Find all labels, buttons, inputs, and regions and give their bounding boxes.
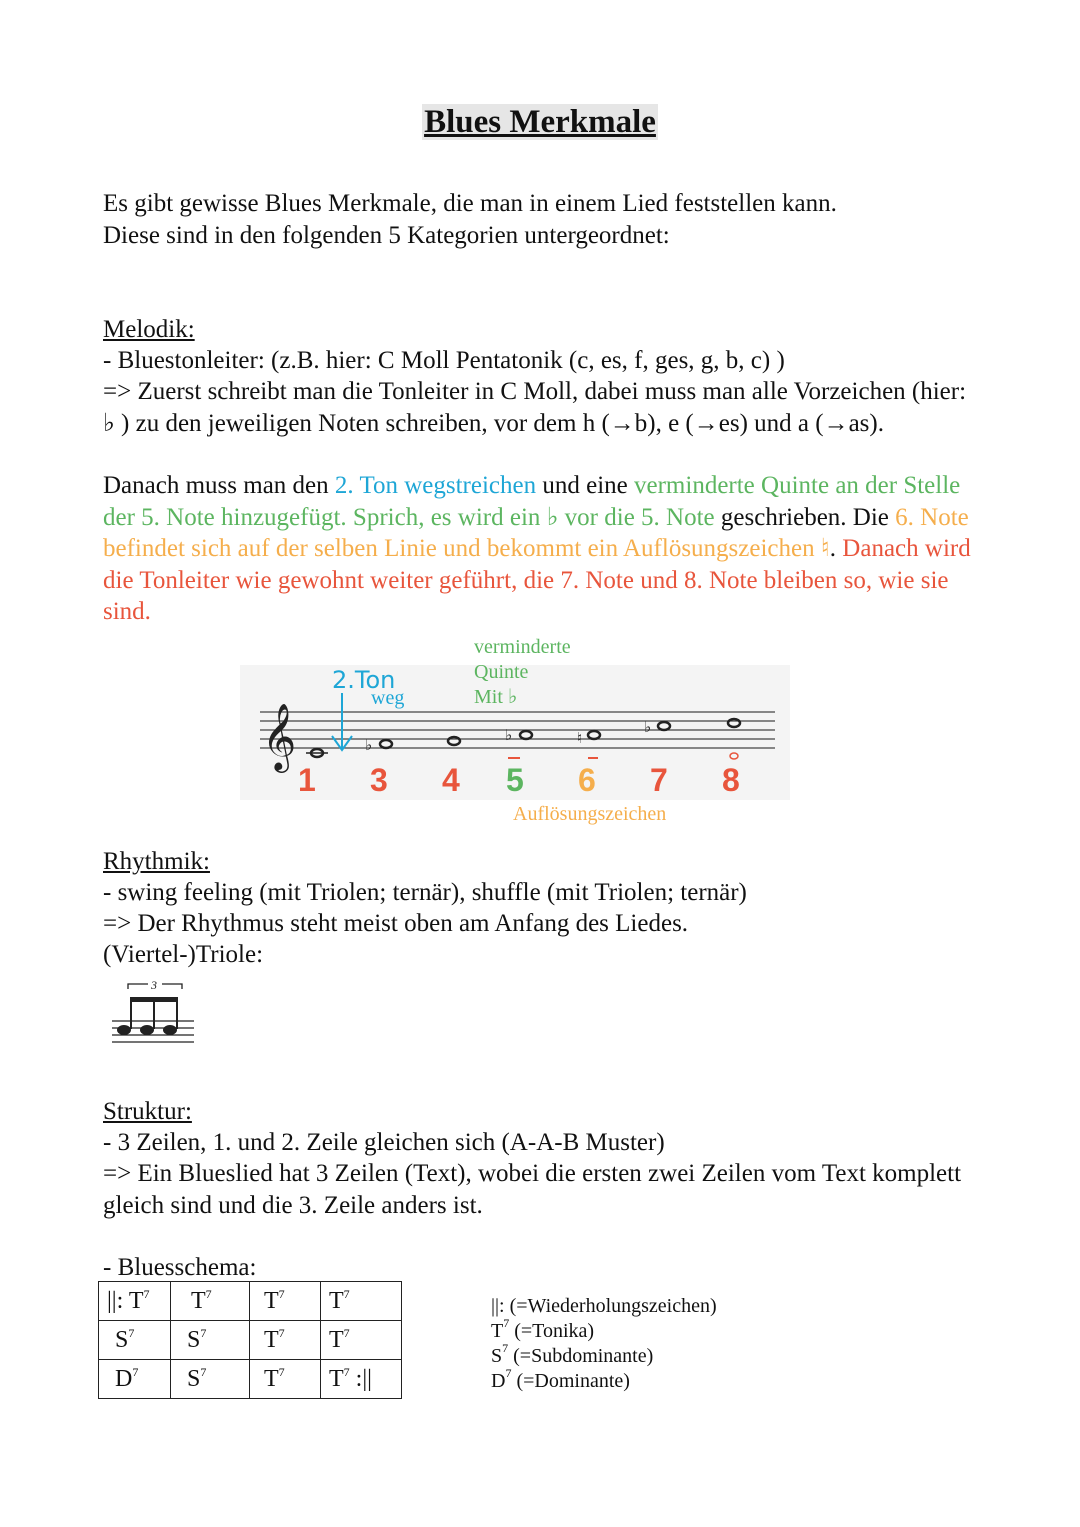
table-row [99, 1360, 402, 1399]
natural-icon: ♮ [577, 729, 583, 747]
note-b [658, 722, 670, 730]
scale-number: 7 [650, 762, 668, 798]
intro-line-1: Es gibt gewisse Blues Merkmale, die man in einem Lied feststellen kann. [103, 190, 837, 217]
melodik-heading: Melodik: [103, 316, 195, 343]
table-cell: $T^7$ [250, 1321, 321, 1360]
bluesschema-label: - Bluesschema: [103, 1254, 257, 1281]
highlight-blue: 2. Ton wegstreichen [334, 472, 537, 499]
table-cell: $S^7$ [171, 1360, 250, 1399]
table-row [99, 1282, 402, 1321]
rhythmik-heading: Rhythmik: [103, 848, 210, 875]
rhythmik-line-3: (Viertel-)Triole: [103, 941, 264, 968]
triplet-note [163, 1025, 177, 1035]
table-cell: $S^7$ [99, 1321, 171, 1360]
flat-icon: ♭ [644, 718, 652, 736]
legend-line-3: $S^7$ (=Subdominante) [491, 1341, 654, 1367]
scale-number: 1 [298, 762, 316, 798]
legend-line-2: $T^7$ (=Tonika) [491, 1316, 595, 1342]
table-cell: $T^7$ [321, 1282, 402, 1321]
label-2-ton: 2.Ton [332, 666, 396, 694]
rhythmik-line-1: - swing feeling (mit Triolen; ternär), shuffle (mit Triolen; ternär) [103, 879, 747, 906]
triplet-number: 3 [151, 978, 157, 992]
table-cell: $D^7$ [99, 1360, 171, 1399]
highlight-orange: 6. Note befindet sich auf der selben Linie und bekommt ein Auflösungszeichen ♮ [103, 503, 969, 562]
page-title: Blues Merkmale [424, 104, 656, 140]
label-mit-flat: Mit ♭ [474, 686, 518, 708]
struktur-paragraph-1: => Ein Blueslied hat 3 Zeilen (Text), wobei die ersten zwei Zeilen vom Text komplett gleich sind und die 3. Zeile anders ist. [103, 1160, 962, 1219]
label-quinte: Quinte [474, 661, 529, 683]
scale-number: 6 [578, 762, 596, 798]
table-cell: $S^7$ [171, 1321, 250, 1360]
table-cell: $T^7$ [250, 1282, 321, 1321]
melodik-line-1: - Bluestonleiter: (z.B. hier: C Moll Pentatonik (c, es, f, ges, g, b, c) ) [103, 347, 785, 374]
struktur-heading: Struktur: [103, 1098, 192, 1125]
table-cell: $T^7$ [321, 1321, 402, 1360]
table-cell: ||: $T^7$ [99, 1282, 171, 1321]
struktur-line-1: - 3 Zeilen, 1. und 2. Zeile gleichen sich (A-A-B Muster) [103, 1129, 665, 1156]
note-c-high [728, 719, 740, 727]
triplet-note [117, 1025, 131, 1035]
label-verminderte: verminderte [474, 636, 571, 658]
legend-line-4: $D^7$ (=Dominante) [491, 1366, 630, 1392]
note-g [588, 731, 600, 739]
bluesschema-table [98, 1281, 402, 1399]
melodik-paragraph-2: Danach muss man den 2. Ton wegstreichen und eine verminderte Quinte an der Stelle der 5. Note hinzugefügt. Sprich, es wird ein ♭ vor die 5. Note geschrieben. Die 6. Note befindet sich auf der selben Linie und bekommt ein Auflösungszeichen ♮. Danach wird die Tonleiter wie gewohnt weiter geführt, die 7. Note und 8. Note bleiben so, wie sie sind. [103, 472, 971, 625]
flat-icon: ♭ [365, 736, 373, 754]
scale-number: 8 [722, 762, 740, 798]
triplet-figure [110, 975, 200, 1050]
note-ges [520, 731, 532, 739]
treble-clef-icon: 𝄞 [262, 702, 297, 770]
table-cell: $T^7$ [250, 1360, 321, 1399]
note-f [448, 737, 460, 745]
scale-number: 4 [442, 762, 460, 798]
scale-number: 3 [370, 762, 388, 798]
triplet-note [140, 1025, 154, 1035]
melodik-paragraph-1: => Zuerst schreibt man die Tonleiter in C Moll, dabei muss man alle Vorzeichen (hier: ♭ ) zu den jeweiligen Noten schreiben, vor dem h (→b), e (→es) und a (→as). [103, 378, 967, 437]
table-cell: $T^7$ [171, 1282, 250, 1321]
intro-line-2: Diese sind in den folgenden 5 Kategorien untergeordnet: [103, 222, 670, 249]
flat-icon: ♭ [505, 726, 513, 744]
label-aufloesungszeichen: Auflösungszeichen [513, 803, 667, 825]
table-cell: $T^7$ :|| [321, 1360, 402, 1399]
legend-line-1: ||: (=Wiederholungszeichen) [491, 1295, 717, 1317]
note-es [380, 740, 392, 748]
label-weg: weg [371, 687, 405, 709]
highlight-red: Danach wird die Tonleiter wie gewohnt weiter geführt, die 7. Note und 8. Note bleiben so, wie sie sind. [103, 535, 971, 625]
scale-number: 5 [506, 762, 524, 798]
table-row [99, 1321, 402, 1360]
highlight-green: verminderte Quinte an der Stelle der 5. Note hinzugefügt. Sprich, es wird ein ♭ vor die 5. Note [103, 472, 961, 531]
rhythmik-line-2: => Der Rhythmus steht meist oben am Anfang des Liedes. [103, 910, 689, 937]
